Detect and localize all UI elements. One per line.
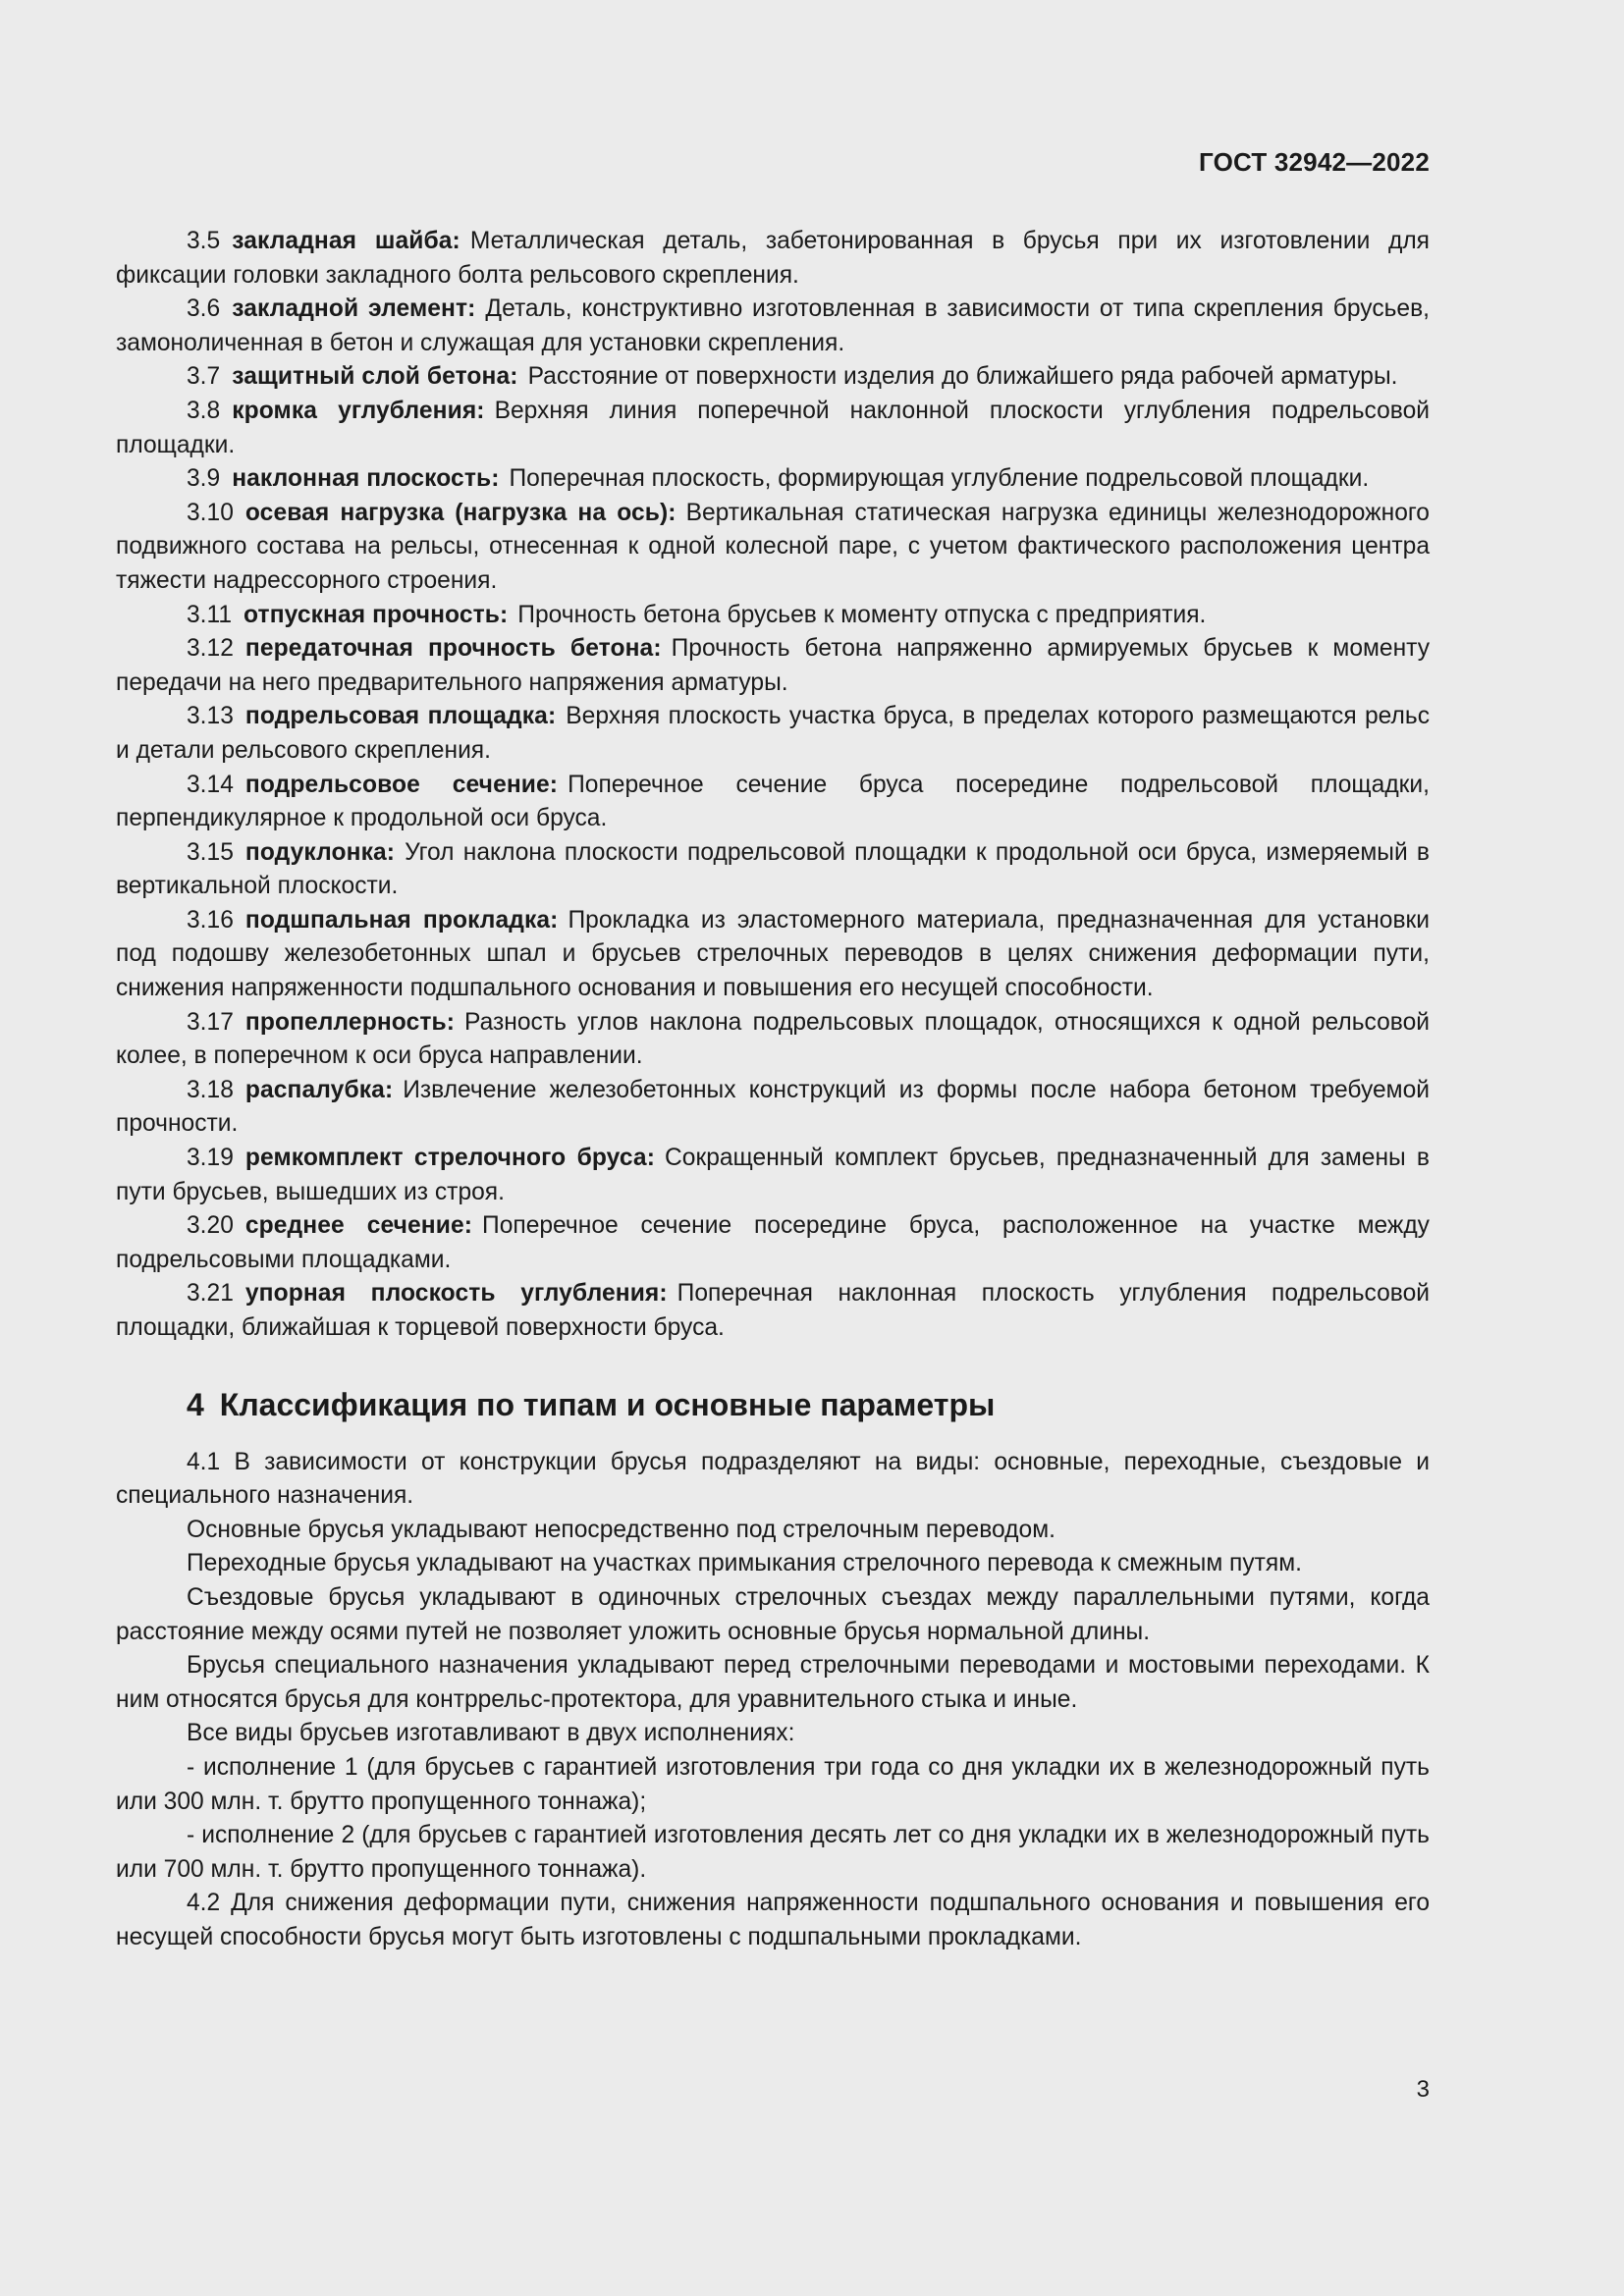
definition-3-11 [116,599,1430,633]
definition-term: подрельсовая площадка: [244,703,557,730]
definition-term: кромка углубления: [232,397,485,424]
list-item-execution-2: - исполнение 2 (для брусьев с гарантией изготовления десять лет со дня укладки их в железнодорожный путь или 700 млн. т. брутто пропущенного тоннажа). [116,1822,1430,1883]
definition-term: подрельсовое сечение: [244,771,559,798]
definition-text: Поперечное сечение бруса посередине подрельсовой площадки, перпендикулярное к продольной оси бруса. [116,771,1431,832]
definition-text: Извлечение железобетонных конструкций из формы после набора бетоном требуемой прочности. [116,1076,1430,1138]
definition-3-6 [116,293,1430,360]
definition-term: наклонная плоскость: [232,465,500,493]
definition-3-20 [116,1209,1430,1277]
page-content [116,225,1430,1955]
definition-3-10 [116,497,1430,599]
definition-term: распалубка: [244,1076,394,1103]
definition-3-17 [116,1006,1430,1074]
definition-number: 3.14 [187,771,234,798]
definition-text: Расстояние от поверхности изделия до ближайшего ряда рабочей арматуры. [527,363,1398,391]
definition-term: защитный слой бетона: [232,363,518,391]
definition-term: отпускная прочность: [244,601,509,628]
definition-term: среднее сечение: [244,1212,473,1240]
definition-3-12 [116,632,1430,700]
definition-number: 3.7 [187,363,221,391]
definition-number: 3.8 [187,397,221,424]
definition-term: закладной элемент: [232,295,476,323]
definition-number: 3.13 [187,703,234,730]
list-item-execution-1: - исполнение 1 (для брусьев с гарантией изготовления три года со дня укладки их в железнодорожный путь или 300 млн. т. брутто пропущенного тоннажа); [116,1753,1430,1815]
section-number: 4 [187,1386,204,1422]
definition-3-19 [116,1142,1430,1209]
definition-number: 3.9 [187,465,221,493]
definition-text: Разность углов наклона подрельсовых площадок, относящихся к одной рельсовой колее, в поперечном к оси бруса направлении. [116,1008,1430,1070]
definition-text: Вертикальная статическая нагрузка единицы железнодорожного подвижного состава на рельсы, отнесенная к одной колесной паре, с учетом фактического расположения центра тяжести надрессорного строения. [116,499,1430,594]
definition-term: осевая нагрузка (нагрузка на ось): [244,499,677,526]
definition-number: 3.11 [187,601,233,628]
definition-text: Прочность бетона напряженно армируемых брусьев к моменту передачи на него предварительного напряжения арматуры. [116,635,1431,696]
definition-number: 3.15 [187,838,234,866]
definition-text: Угол наклона плоскости подрельсовой площадки к продольной оси бруса, измеряемый в вертикальной плоскости. [116,838,1430,900]
section-heading [187,1385,1430,1424]
definition-3-5 [116,225,1430,293]
definition-number: 3.6 [187,295,221,323]
definition-term: передаточная прочность бетона: [244,635,662,663]
definition-text: Верхняя линия поперечной наклонной плоскости углубления подрельсовой площадки. [116,397,1431,458]
doc-code-header: ГОСТ 32942—2022 [1199,147,1430,177]
definition-number: 3.12 [187,635,234,663]
definition-text: Сокращенный комплект брусьев, предназначенный для замены в пути брусьев, вышедших из строя. [116,1145,1430,1205]
definition-3-8 [116,395,1430,462]
paragraph: Брусья специального назначения укладывают перед стрелочными переводами и мостовыми переходами. К ним относятся брусья для контррельс-протектора, для уравнительного стыка и иные. [116,1652,1430,1713]
definition-3-14 [116,769,1430,836]
definition-term: подшпальная прокладка: [244,906,559,934]
definition-3-13 [116,700,1430,768]
definition-number: 3.16 [187,906,234,934]
definition-3-18 [116,1074,1430,1142]
definition-text: Верхняя плоскость участка бруса, в пределах которого размещаются рельс и детали рельсового скрепления. [116,703,1431,764]
definition-term: упорная плоскость углубления: [244,1280,668,1308]
definition-number: 3.5 [187,228,221,254]
paragraph: Переходные брусья укладывают на участках примыкания стрелочного перевода к смежным путям. [187,1550,1302,1577]
section-title: Классификация по типам и основные параметры [219,1386,996,1422]
definition-number: 3.20 [187,1212,234,1240]
definition-term: пропеллерность: [244,1008,456,1036]
definition-number: 3.17 [187,1008,234,1036]
paragraph: Основные брусья укладывают непосредственно под стрелочным переводом. [187,1516,1056,1543]
definition-text: Деталь, конструктивно изготовленная в зависимости от типа скрепления брусьев, замоноличенная в бетон и служащая для установки скрепления. [116,295,1431,356]
paragraph: Все виды брусьев изготавливают в двух исполнениях: [187,1720,795,1747]
definition-term: подуклонка: [244,838,396,866]
definition-text: Поперечная наклонная плоскость углубления подрельсовой площадки, ближайшая к торцевой поверхности бруса. [116,1280,1431,1341]
definition-3-9 [116,462,1430,497]
paragraph-4-2: 4.2 Для снижения деформации пути, снижения напряженности подшпального основания и повышения его несущей способности брусья могут быть изготовлены с подшпальными прокладками. [116,1890,1430,1950]
definition-3-15 [116,836,1430,904]
definition-term: ремкомплект стрелочного бруса: [244,1145,655,1172]
definition-number: 3.19 [187,1145,234,1172]
definition-number: 3.10 [187,499,234,526]
definition-3-16 [116,904,1430,1006]
definition-number: 3.18 [187,1076,234,1103]
definition-term: закладная шайба: [232,228,460,254]
definition-3-7 [116,360,1430,395]
paragraph-4-1: 4.1 В зависимости от конструкции брусья подразделяют на виды: основные, переходные, съездовые и специального назначения. [116,1448,1430,1510]
definition-3-21 [116,1277,1430,1345]
definition-text: Поперечное сечение посередине бруса, расположенное на участке между подрельсовыми площадками. [116,1212,1430,1273]
definition-text: Прочность бетона брусьев к моменту отпуска с предприятия. [517,601,1207,628]
definition-number: 3.21 [187,1280,234,1308]
definition-text: Прокладка из эластомерного материала, предназначенная для установки под подошву железобетонных шпал и брусьев стрелочных переводов в целях снижения деформации пути, снижения напряженности подшпального основания и повышения его несущей способности. [116,906,1431,1002]
paragraph: Съездовые брусья укладывают в одиночных стрелочных съездах между параллельными путями, когда расстояние между осями путей не позволяет уложить основные брусья нормальной длины. [116,1583,1430,1645]
page-number: 3 [1416,2076,1430,2103]
definition-text: Поперечная плоскость, формирующая углубление подрельсовой площадки. [509,465,1370,493]
definition-text: Металлическая деталь, забетонированная в брусья при их изготовлении для фиксации головки закладного болта рельсового скрепления. [116,228,1430,289]
